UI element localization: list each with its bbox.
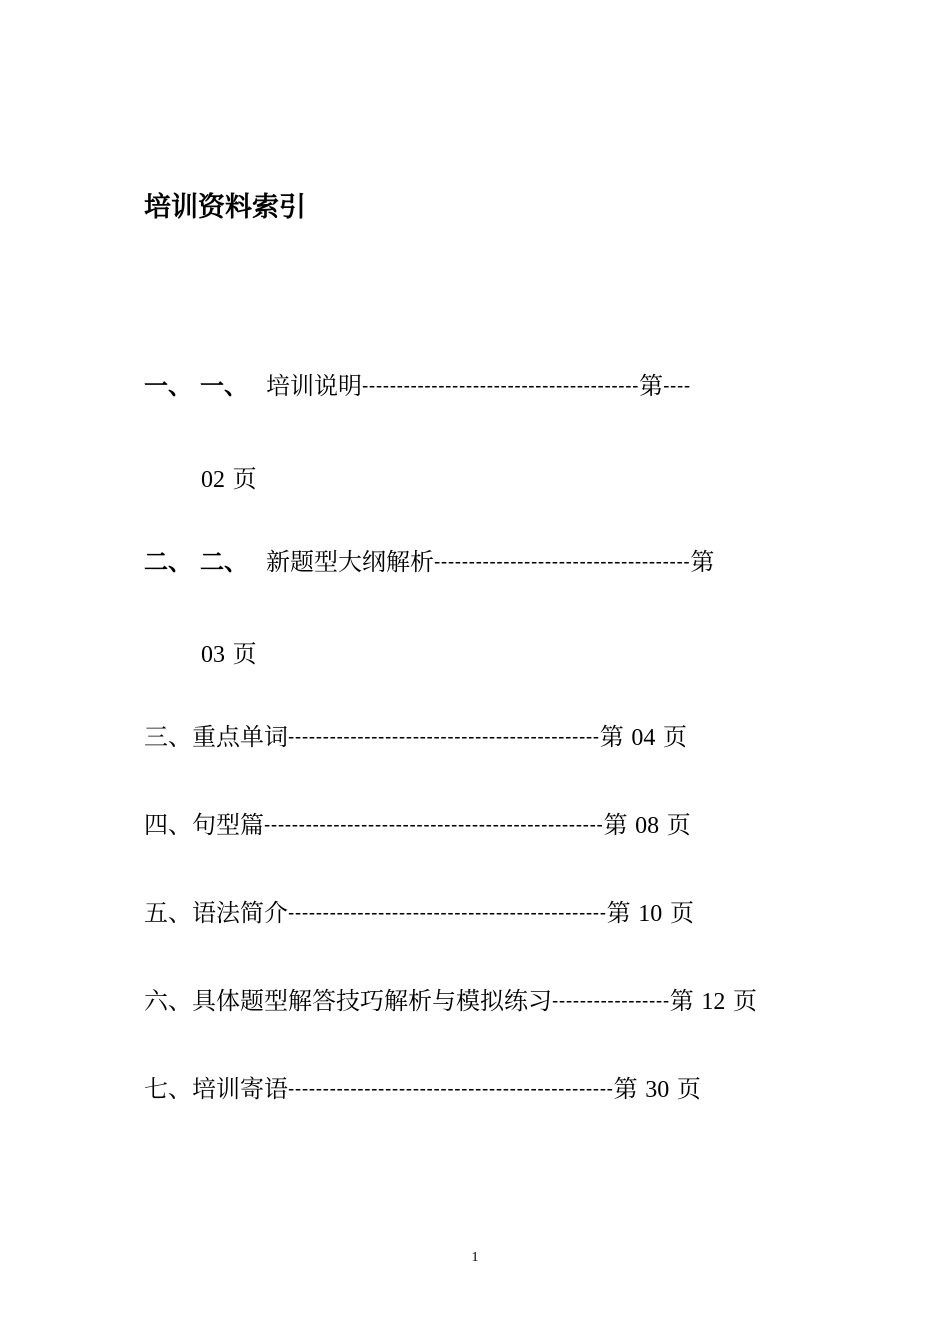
toc-ye: 页 <box>232 465 257 493</box>
page-number: 1 <box>471 1250 479 1265</box>
toc-di: 第 <box>669 987 694 1015</box>
toc-leader: ----------------- <box>552 991 670 1012</box>
toc-ye: 页 <box>676 1075 701 1103</box>
toc-page-number: 02 <box>201 467 225 493</box>
toc-marker: 一、 <box>200 372 248 400</box>
toc-entry-5[interactable] <box>144 895 694 932</box>
toc-label: 七、培训寄语 <box>144 1075 288 1103</box>
toc-di: 第 <box>690 548 715 576</box>
toc-page-number: 03 <box>201 642 225 668</box>
toc-page-number: 08 <box>635 813 660 839</box>
toc-di: 第 <box>613 1075 638 1103</box>
toc-entry-3[interactable] <box>144 719 687 756</box>
toc-leader: ---------------------------------------------- <box>288 903 607 924</box>
toc-label: 四、句型篇 <box>144 811 264 839</box>
toc-leader: ------------------------------------------------- <box>264 815 604 836</box>
toc-page-number: 12 <box>701 989 726 1015</box>
toc-di: 第 <box>639 372 664 400</box>
toc-label: 六、具体题型解答技巧解析与模拟练习 <box>144 987 552 1015</box>
toc-page-number: 04 <box>631 725 656 751</box>
toc-di: 第 <box>606 899 631 927</box>
toc-entry-1[interactable] <box>144 368 691 405</box>
toc-marker: 二、 <box>200 548 248 576</box>
toc-marker: 二、 <box>144 548 192 576</box>
toc-entry-2-page <box>201 636 257 673</box>
toc-label: 新题型大纲解析 <box>266 548 434 576</box>
toc-ye: 页 <box>232 640 257 668</box>
toc-ye: 页 <box>669 899 694 927</box>
toc-entry-1-page <box>201 461 257 498</box>
toc-ye: 页 <box>666 811 691 839</box>
toc-page-number: 30 <box>645 1077 670 1103</box>
toc-leader: ----------------------------------------------- <box>288 1079 614 1100</box>
toc-marker: 一、 <box>144 372 192 400</box>
toc-di: 第 <box>603 811 628 839</box>
toc-leader: ---------------------------------------- <box>362 376 640 397</box>
toc-page-number: 10 <box>638 901 663 927</box>
toc-entry-6[interactable] <box>144 983 757 1020</box>
toc-ye: 页 <box>733 987 758 1015</box>
toc-leader: ------------------------------------- <box>434 552 691 573</box>
toc-entry-7[interactable] <box>144 1071 701 1108</box>
toc-label: 五、语法简介 <box>144 899 288 927</box>
toc-entry-4[interactable] <box>144 807 691 844</box>
page-title: 培训资料索引 <box>144 192 306 223</box>
toc-label: 培训说明 <box>266 372 362 400</box>
toc-entry-2[interactable] <box>144 544 714 581</box>
toc-leader-tail: ---- <box>663 376 691 397</box>
toc-di: 第 <box>599 723 624 751</box>
toc-leader: --------------------------------------------- <box>288 727 600 748</box>
toc-ye: 页 <box>663 723 688 751</box>
toc-label: 三、重点单词 <box>144 723 288 751</box>
